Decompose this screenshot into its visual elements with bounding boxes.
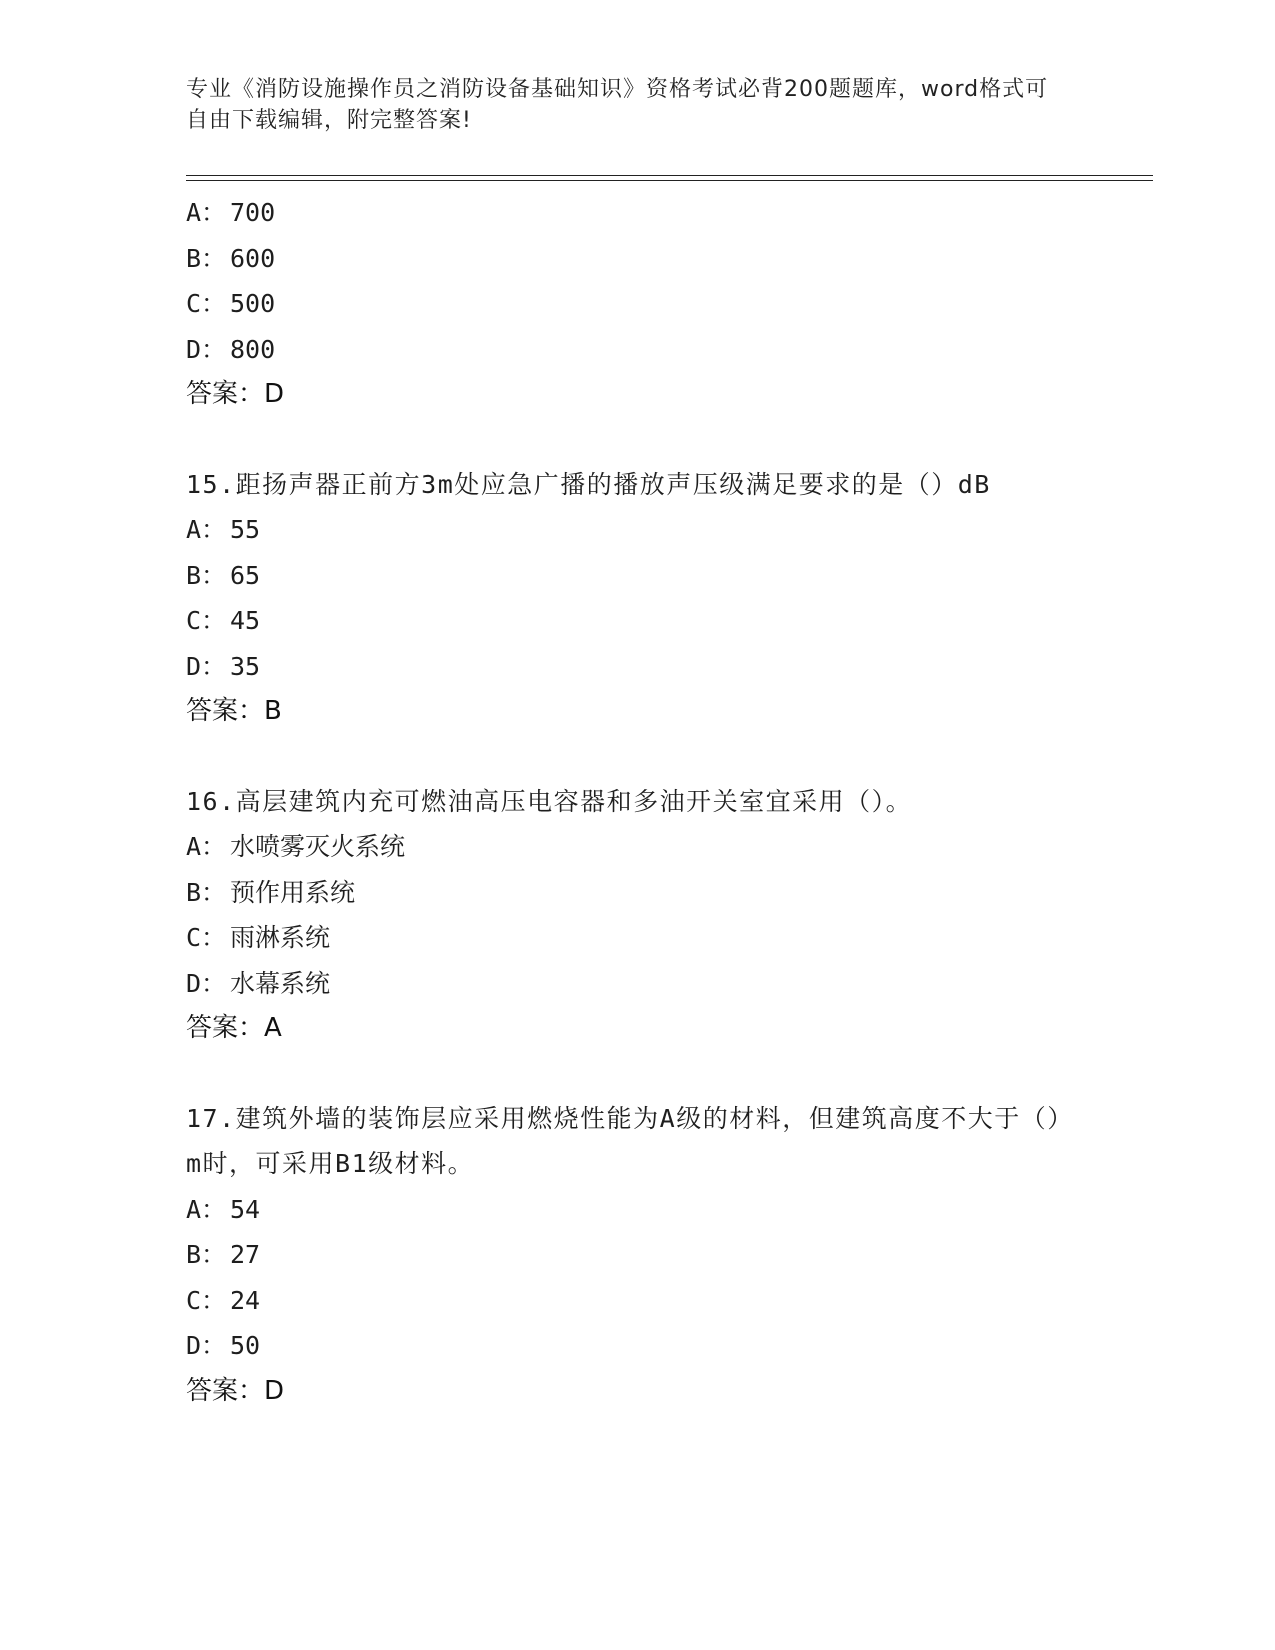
option-d: D： 35 <box>186 651 261 681</box>
question-16 <box>186 779 1146 1052</box>
option-b: B： 27 <box>186 1240 261 1269</box>
option-d: D： 水幕系统 <box>186 968 331 998</box>
option-b: B： 600 <box>186 243 276 273</box>
option-c: C： 45 <box>186 606 261 635</box>
header-rule-top <box>186 175 1153 176</box>
option-a: A： 水喷雾灭火系统 <box>186 832 406 861</box>
question-stem: 15.距扬声器正前方3m处应急广播的播放声压级满足要求的是（）dB <box>186 469 991 499</box>
option-b: B： 65 <box>186 560 261 590</box>
option-a: A： 54 <box>186 1194 261 1224</box>
question-14 <box>186 190 1146 418</box>
option-a: A： 700 <box>186 198 276 227</box>
question-list <box>186 190 1146 1414</box>
answer-line: 答案：D <box>186 379 285 409</box>
question-17 <box>186 1096 1146 1415</box>
answer-line: 答案：D <box>186 1375 285 1406</box>
header-rule-bottom <box>186 180 1153 181</box>
answer-line: 答案：B <box>186 696 282 726</box>
question-stem: 16.高层建筑内充可燃油高压电容器和多油开关室宜采用（）。 <box>186 786 913 816</box>
option-a: A： 55 <box>186 515 261 544</box>
option-b: B： 预作用系统 <box>186 877 356 907</box>
option-d: D： 50 <box>186 1331 261 1360</box>
question-15 <box>186 462 1146 735</box>
option-c: C： 500 <box>186 289 276 318</box>
document-header: 专业《消防设施操作员之消防设备基础知识》资格考试必背200题题库，word格式可自由下载编辑，附完整答案! <box>186 77 1049 133</box>
option-c: C： 雨淋系统 <box>186 923 331 952</box>
option-d: D： 800 <box>186 334 276 364</box>
answer-line: 答案：A <box>186 1013 282 1043</box>
option-c: C： 24 <box>186 1285 261 1315</box>
question-stem: 17.建筑外墙的装饰层应采用燃烧性能为A级的材料，但建筑高度不大于（）m时，可采用B1级材料。 <box>186 1103 1074 1178</box>
